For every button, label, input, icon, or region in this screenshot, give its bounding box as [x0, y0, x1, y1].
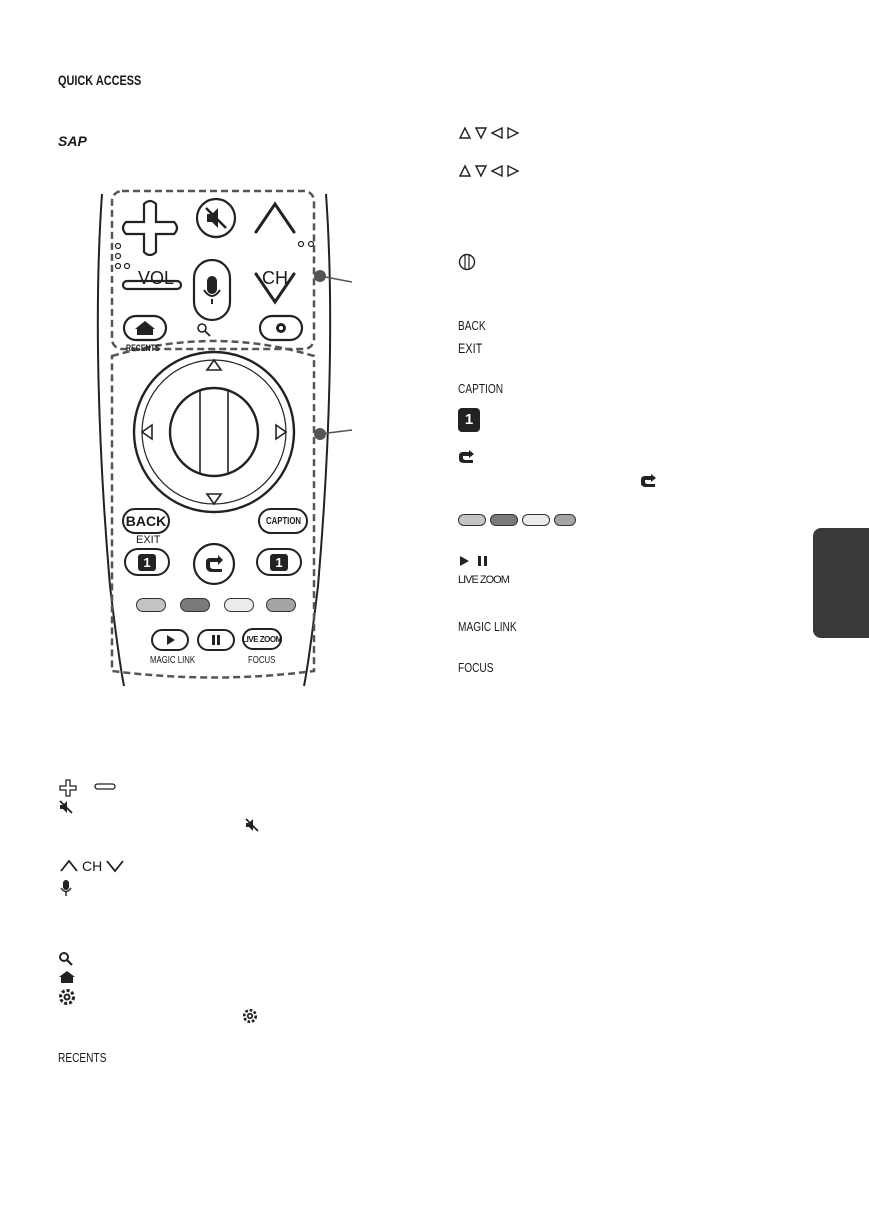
back-label: BACK [458, 318, 486, 333]
channel-down-icon[interactable] [250, 266, 300, 310]
color-button-swatch-3 [522, 514, 550, 526]
remote-focus-label: FOCUS [248, 655, 276, 666]
wheel-small-icon [458, 253, 476, 271]
remote-color-button-3[interactable] [224, 598, 254, 612]
remote-exit-label: EXIT [136, 534, 161, 546]
volume-down-icon[interactable] [120, 278, 184, 292]
vol-down-small-icon [94, 783, 116, 791]
pause-button-icon[interactable] [196, 628, 236, 652]
color-button-swatch-1 [458, 514, 486, 526]
section-tab [813, 528, 869, 638]
remote-live-zoom-button[interactable] [242, 628, 282, 650]
remote-number-1-button-left[interactable] [124, 548, 170, 576]
channel-up-small-icon [58, 858, 80, 874]
remote-number-1-button-right[interactable] [256, 548, 302, 576]
settings-button-icon[interactable] [258, 314, 304, 342]
search-icon[interactable] [196, 322, 212, 338]
ch-small-label: CH [82, 858, 103, 874]
remote-caption-button[interactable] [258, 508, 308, 534]
remote-caption-label: CAPTION [265, 515, 301, 527]
play-button-icon[interactable] [150, 628, 190, 652]
mute-icon[interactable] [194, 196, 238, 240]
remote-back-button[interactable] [122, 508, 170, 534]
remote-vol-label: VOL [138, 268, 175, 288]
remote-live-zoom-label: LIVE ZOOM [242, 634, 282, 644]
input-small-icon [458, 450, 476, 464]
microphone-icon[interactable] [192, 258, 232, 322]
magic-link-label: MAGIC LINK [458, 619, 517, 634]
mute-inline-icon [244, 817, 260, 833]
dots-left-icon [114, 242, 134, 272]
play-pause-icon [458, 554, 492, 568]
input-inline-icon [640, 474, 658, 488]
mute-small-icon [58, 799, 74, 815]
home-button-icon[interactable] [122, 314, 168, 342]
remote-ch-label: CH [262, 268, 288, 288]
vol-up-small-icon [58, 778, 78, 798]
channel-up-icon[interactable] [250, 196, 300, 240]
arrow-keys-icon-1 [458, 126, 522, 140]
remote-key-1a-label: 1 [138, 554, 155, 571]
number-key-icon: 1 [458, 408, 480, 432]
remote-recents-label: RECENTS [126, 343, 160, 353]
arrow-keys-icon-2 [458, 164, 522, 178]
sap-label: SAP [58, 133, 87, 149]
dots-right-icon [296, 238, 318, 250]
settings-small-icon [58, 988, 76, 1006]
live-zoom-label: LIVE ZOOM [458, 574, 509, 586]
exit-label: EXIT [458, 340, 483, 356]
remote-magic-link-label: MAGIC LINK [150, 655, 196, 666]
remote-color-button-4[interactable] [266, 598, 296, 612]
focus-label: FOCUS [458, 660, 494, 675]
settings-inline-icon [242, 1008, 258, 1024]
color-button-swatch-4 [554, 514, 576, 526]
channel-down-small-icon [104, 858, 126, 874]
quick-access-label: QUICK ACCESS [58, 72, 142, 88]
recents-label: RECENTS [58, 1050, 107, 1065]
remote-back-label: BACK [125, 513, 167, 529]
home-small-icon [58, 970, 76, 984]
caption-label: CAPTION [458, 381, 504, 396]
remote-color-button-1[interactable] [136, 598, 166, 612]
search-small-icon [58, 951, 74, 967]
remote-key-1b-label: 1 [270, 554, 287, 571]
input-button-icon[interactable] [192, 542, 236, 586]
microphone-small-icon [60, 879, 72, 897]
color-button-swatch-2 [490, 514, 518, 526]
navigation-wheel-icon[interactable] [130, 348, 298, 516]
remote-color-button-2[interactable] [180, 598, 210, 612]
